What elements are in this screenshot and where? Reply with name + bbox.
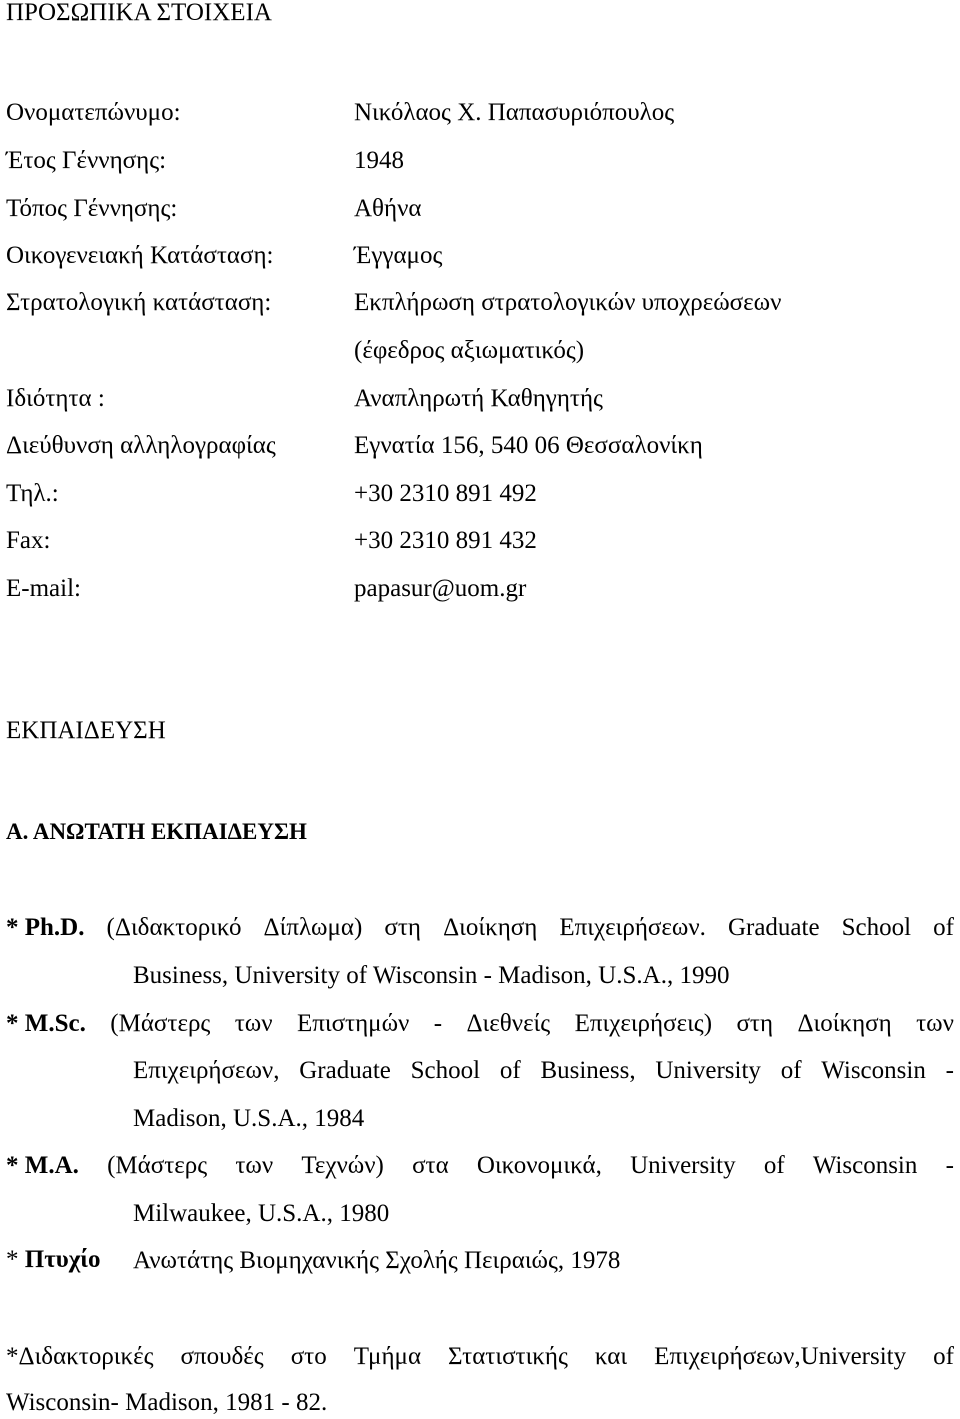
phone-label: Τηλ.: (6, 480, 59, 507)
phd-word: Graduate (727, 914, 820, 941)
phd-word: στη (384, 914, 422, 941)
military-status-label: Στρατολογική κατάσταση: (6, 289, 272, 316)
msc-word: - (433, 1010, 443, 1037)
ma-word: - (945, 1152, 954, 1179)
position-value: Αναπληρωτή Καθηγητής (354, 385, 603, 412)
msc-word: University (655, 1057, 761, 1084)
name-label: Ονοματεπώνυμο: (6, 99, 181, 126)
msc-word: Διεθνείς (466, 1010, 551, 1037)
address-label: Διεύθυνση αλληλογραφίας (6, 432, 276, 459)
birth-place-value: Αθήνα (354, 195, 422, 222)
doctoral-studies-word: of (933, 1343, 954, 1370)
ptychio-degree: Πτυχίο (24, 1246, 101, 1273)
family-status-label: Οικογενειακή Κατάσταση: (6, 242, 274, 269)
ma-word: of (763, 1152, 785, 1179)
phd-degree: * Ph.D. (6, 914, 85, 941)
ma-word: University (630, 1152, 736, 1179)
msc-word: Διοίκηση (797, 1010, 892, 1037)
msc-line-3: Madison, U.S.A., 1984 (133, 1105, 365, 1132)
ptychio-degree-line (6, 1247, 101, 1272)
doctoral-studies-line-2: Wisconsin- Madison, 1981 - 82. (6, 1389, 328, 1416)
doctoral-studies-word: στο (290, 1343, 327, 1370)
birth-year-label: Έτος Γέννησης: (6, 147, 167, 174)
ma-line-1 (6, 1152, 954, 1180)
msc-word: - (945, 1057, 954, 1084)
phd-word: Επιχειρήσεων. (559, 914, 706, 941)
phd-word: Δίπλωμα) (263, 914, 363, 941)
msc-line-1 (6, 1010, 954, 1038)
ma-line-2: Milwaukee, U.S.A., 1980 (133, 1200, 390, 1227)
doctoral-studies-word: Επιχειρήσεων,University (654, 1343, 907, 1370)
msc-word: School (410, 1057, 481, 1084)
msc-word: of (499, 1057, 521, 1084)
ptychio-prefix: * (6, 1246, 25, 1273)
fax-label: Fax: (6, 527, 51, 554)
msc-word: Business, (540, 1057, 636, 1084)
address-value: Εγνατία 156, 540 06 Θεσσαλονίκη (354, 432, 703, 459)
birth-year-value: 1948 (354, 147, 404, 174)
msc-word: of (780, 1057, 802, 1084)
military-status-value-2: (έφεδρος αξιωματικός) (354, 337, 585, 364)
doctoral-studies-line-1 (6, 1343, 954, 1371)
military-status-value-1: Εκπλήρωση στρατολογικών υποχρεώσεων (354, 289, 782, 316)
education-heading: ΕΚΠΑΙΔΕΥΣΗ (6, 717, 166, 744)
phd-word: (Διδακτορικό (106, 914, 242, 941)
msc-word: Wisconsin (821, 1057, 926, 1084)
ma-degree: * M.A. (6, 1152, 79, 1179)
name-value: Νικόλαος Χ. Παπασυριόπουλος (354, 99, 675, 126)
ptychio-text: Ανωτάτης Βιομηχανικής Σχολής Πειραιώς, 1978 (133, 1247, 621, 1274)
msc-word: Επιχειρήσεων, (133, 1057, 280, 1084)
position-label: Ιδιότητα : (6, 385, 105, 412)
msc-word: στη (736, 1010, 774, 1037)
msc-word: Επιχειρήσεις) (574, 1010, 713, 1037)
email-label: E-mail: (6, 575, 81, 602)
msc-word: Graduate (299, 1057, 391, 1084)
msc-word: των (916, 1010, 954, 1037)
ma-word: Wisconsin (812, 1152, 918, 1179)
birth-place-label: Τόπος Γέννησης: (6, 195, 178, 222)
msc-degree: * M.Sc. (6, 1010, 86, 1037)
doctoral-studies-word: σπουδές (180, 1343, 264, 1370)
phd-line-1 (6, 914, 954, 942)
msc-line-2 (133, 1057, 954, 1085)
phd-word: Διοίκηση (443, 914, 538, 941)
phd-word: of (933, 914, 954, 941)
doctoral-studies-word: Στατιστικής (448, 1343, 568, 1370)
msc-word: (Μάστερς (110, 1010, 211, 1037)
higher-education-subheading: Α. ΑΝΩΤΑΤΗ ΕΚΠΑΙΔΕΥΣΗ (6, 819, 307, 844)
family-status-value: Έγγαμος (354, 242, 443, 269)
fax-value: +30 2310 891 432 (354, 527, 537, 554)
ma-word: των (235, 1152, 274, 1179)
doctoral-studies-word: *Διδακτορικές (6, 1343, 154, 1370)
ma-word: Οικονομικά, (476, 1152, 602, 1179)
ma-word: στα (412, 1152, 449, 1179)
doctoral-studies-word: και (594, 1343, 628, 1370)
ma-word: Τεχνών) (301, 1152, 384, 1179)
phd-line-2: Business, University of Wisconsin - Madison, U.S.A., 1990 (133, 962, 730, 989)
page-title: ΠΡΟΣΩΠΙΚΑ ΣΤΟΙΧΕΙΑ (6, 0, 272, 26)
phone-value: +30 2310 891 492 (354, 480, 537, 507)
doctoral-studies-word: Τμήμα (353, 1343, 422, 1370)
msc-word: των (234, 1010, 273, 1037)
phd-word: School (841, 914, 912, 941)
msc-word: Επιστημών (296, 1010, 410, 1037)
ma-word: (Μάστερς (107, 1152, 208, 1179)
email-value[interactable]: papasur@uom.gr (354, 575, 527, 602)
